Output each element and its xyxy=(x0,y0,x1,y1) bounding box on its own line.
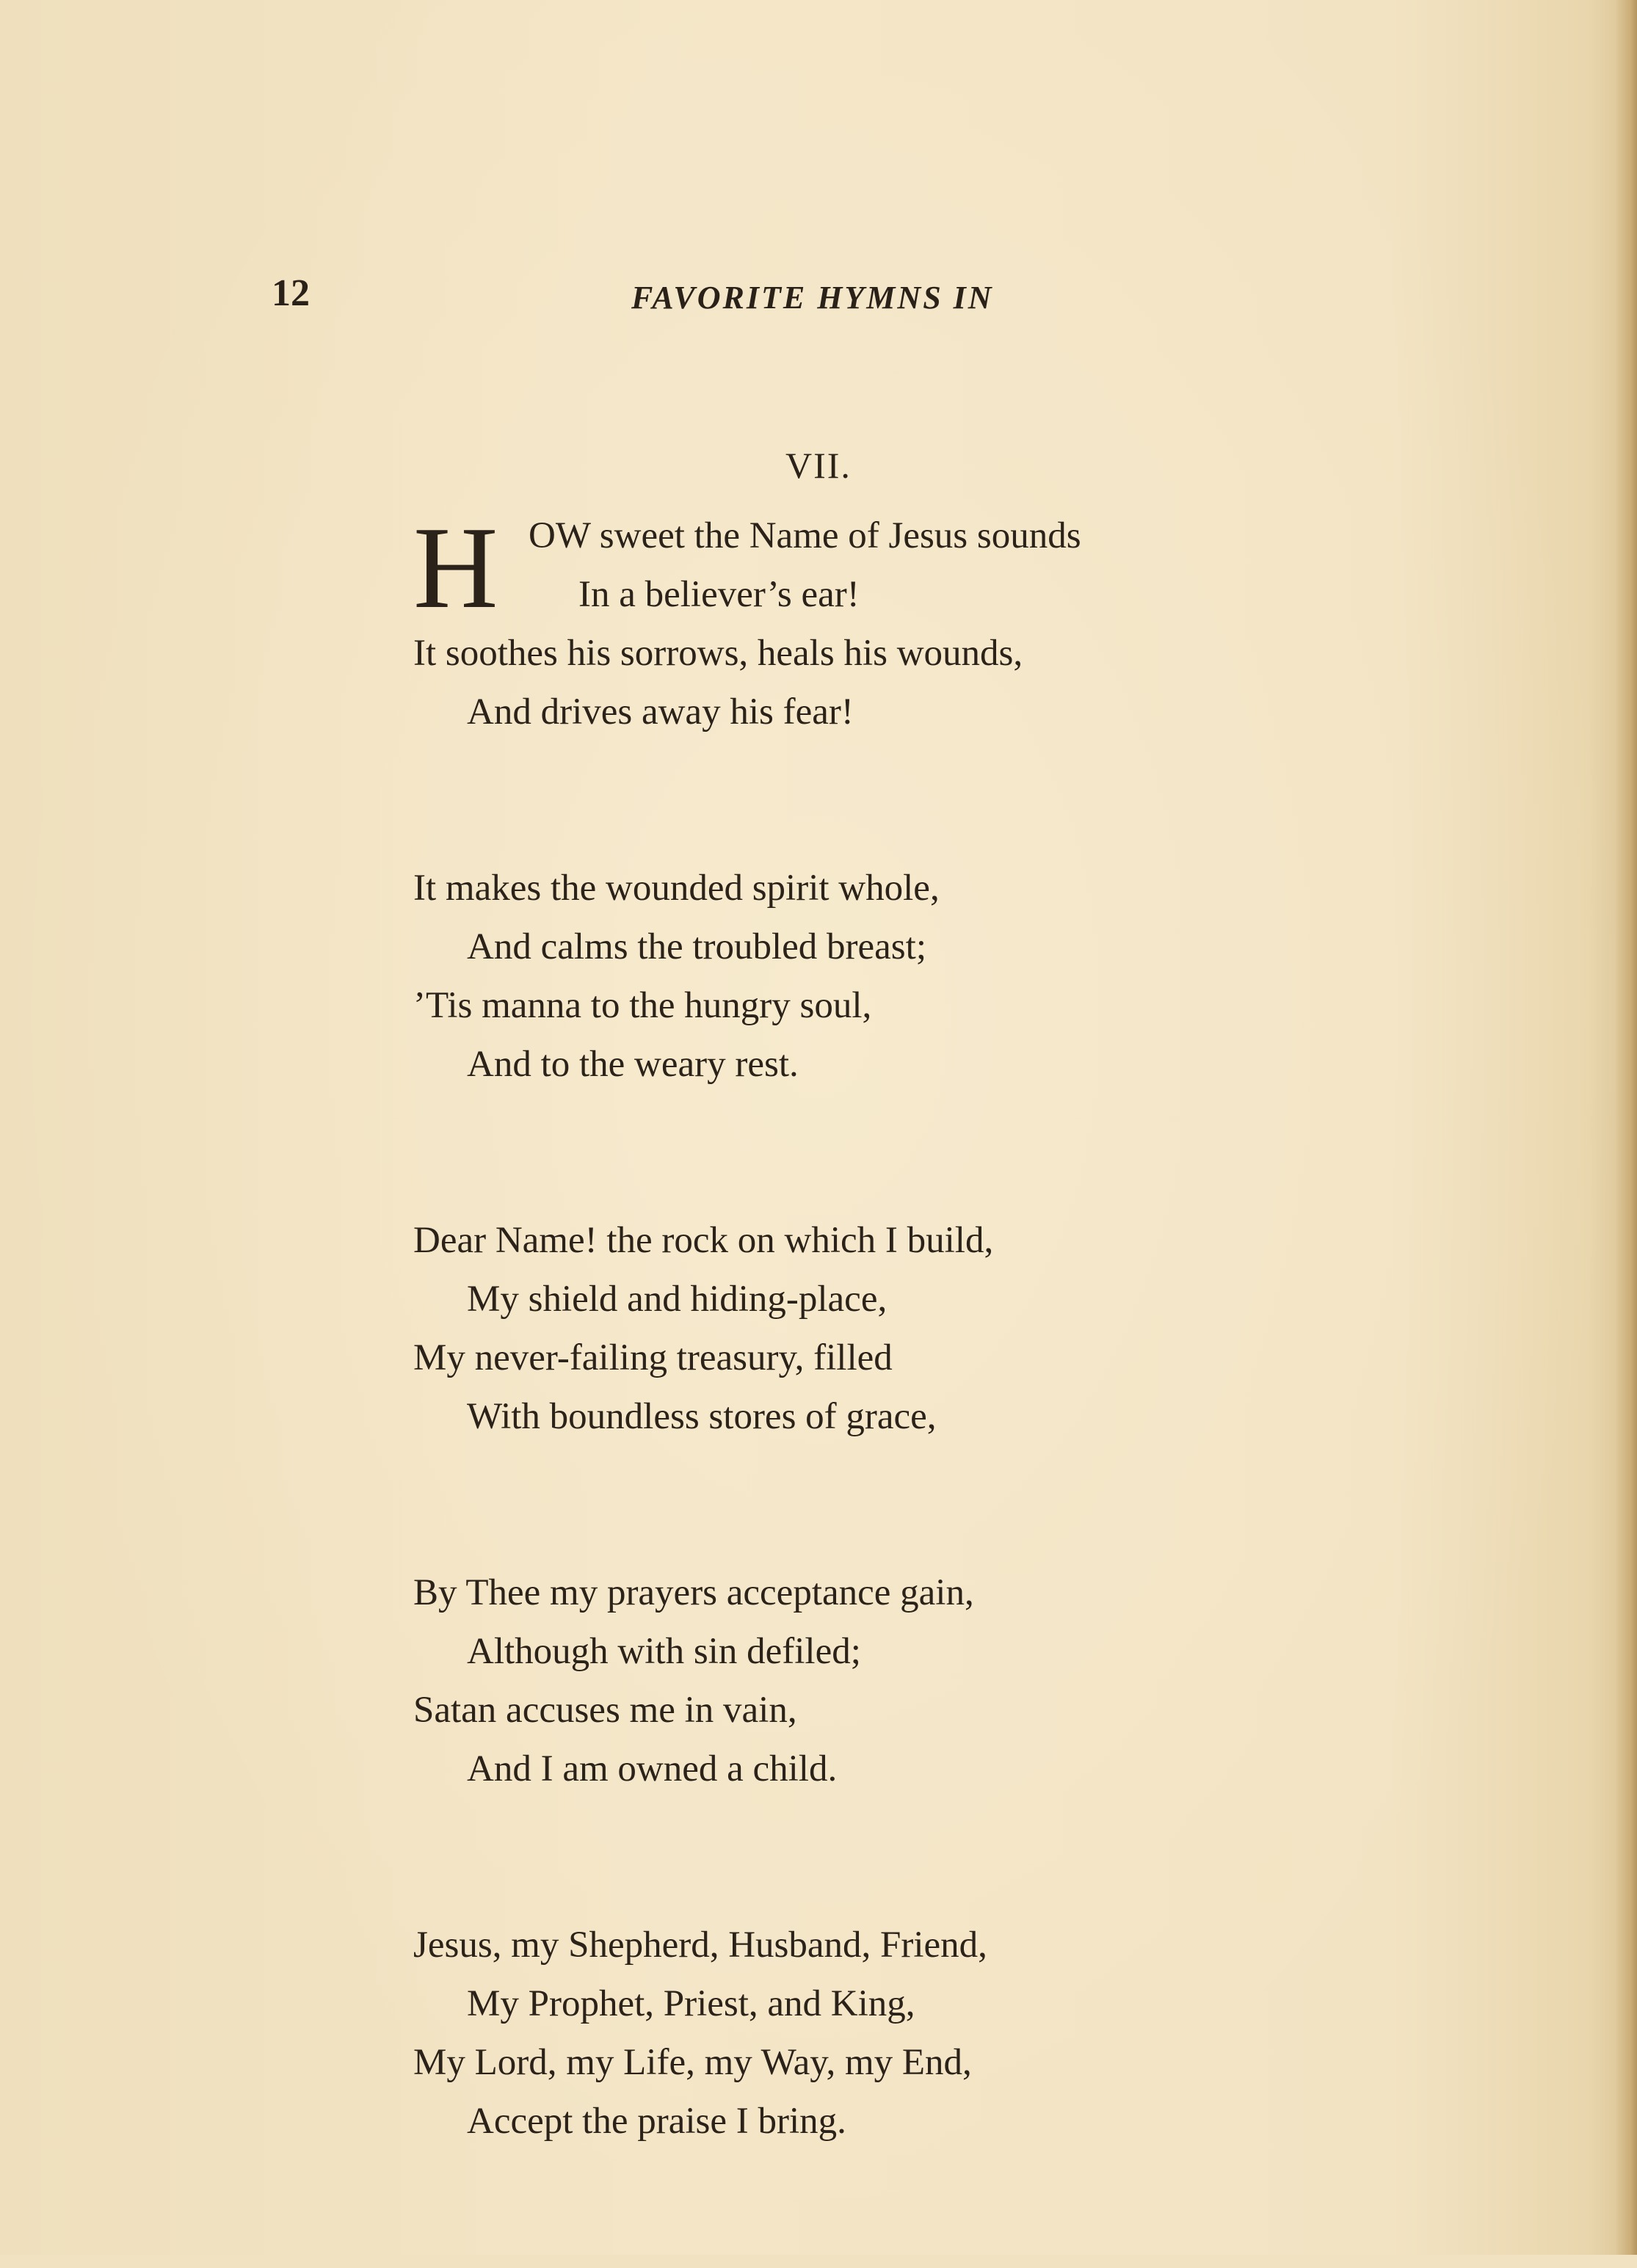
verse-line: Satan accuses me in vain, xyxy=(413,1690,797,1731)
stanza-2 xyxy=(413,859,1331,1094)
verse-line: My Lord, my Life, my Way, my End, xyxy=(413,2042,972,2083)
verse-line: Although with sin defiled; xyxy=(467,1631,861,1672)
page-edge-shadow xyxy=(1615,0,1637,2255)
verse-line: My never-failing treasury, filled xyxy=(413,1337,893,1378)
verse-line: By Thee my prayers acceptance gain, xyxy=(413,1572,974,1613)
hymn-number: VII. xyxy=(785,445,852,486)
stanza-4 xyxy=(413,1563,1331,1798)
verse-line-rest: OW sweet the Name of Jesus sounds xyxy=(529,515,1081,556)
verse-line: Jesus, my Shepherd, Husband, Friend, xyxy=(413,1924,987,1966)
stanza-5 xyxy=(413,1916,1331,2151)
drop-cap: H xyxy=(413,502,498,633)
running-header xyxy=(272,272,1035,323)
stanza-1 xyxy=(413,502,1331,741)
verse-line: In a believer’s ear! xyxy=(578,574,860,615)
verse-line: Accept the praise I bring. xyxy=(467,2101,846,2142)
verse-line: And calms the troubled breast; xyxy=(467,926,926,967)
verse-line: My Prophet, Priest, and King, xyxy=(467,1983,915,2024)
verse-line: My shield and hiding-place, xyxy=(467,1279,888,1320)
stanza-3 xyxy=(413,1211,1331,1446)
verse-line: And I am owned a child. xyxy=(467,1748,838,1789)
verse-line: And to the weary rest. xyxy=(467,1044,799,1085)
verse-line: It soothes his sorrows, heals his wounds, xyxy=(413,633,1023,674)
verse-line: And drives away his fear! xyxy=(467,691,854,733)
hymn-text xyxy=(413,502,1331,2268)
verse-line: It makes the wounded spirit whole, xyxy=(413,868,940,909)
verse-line: ’Tis manna to the hungry soul, xyxy=(413,985,872,1026)
verse-line: Dear Name! the rock on which I build, xyxy=(413,1220,994,1261)
running-title: FAVORITE HYMNS IN xyxy=(631,280,994,316)
page-number: 12 xyxy=(272,272,310,314)
verse-line: With boundless stores of grace, xyxy=(467,1396,937,1437)
